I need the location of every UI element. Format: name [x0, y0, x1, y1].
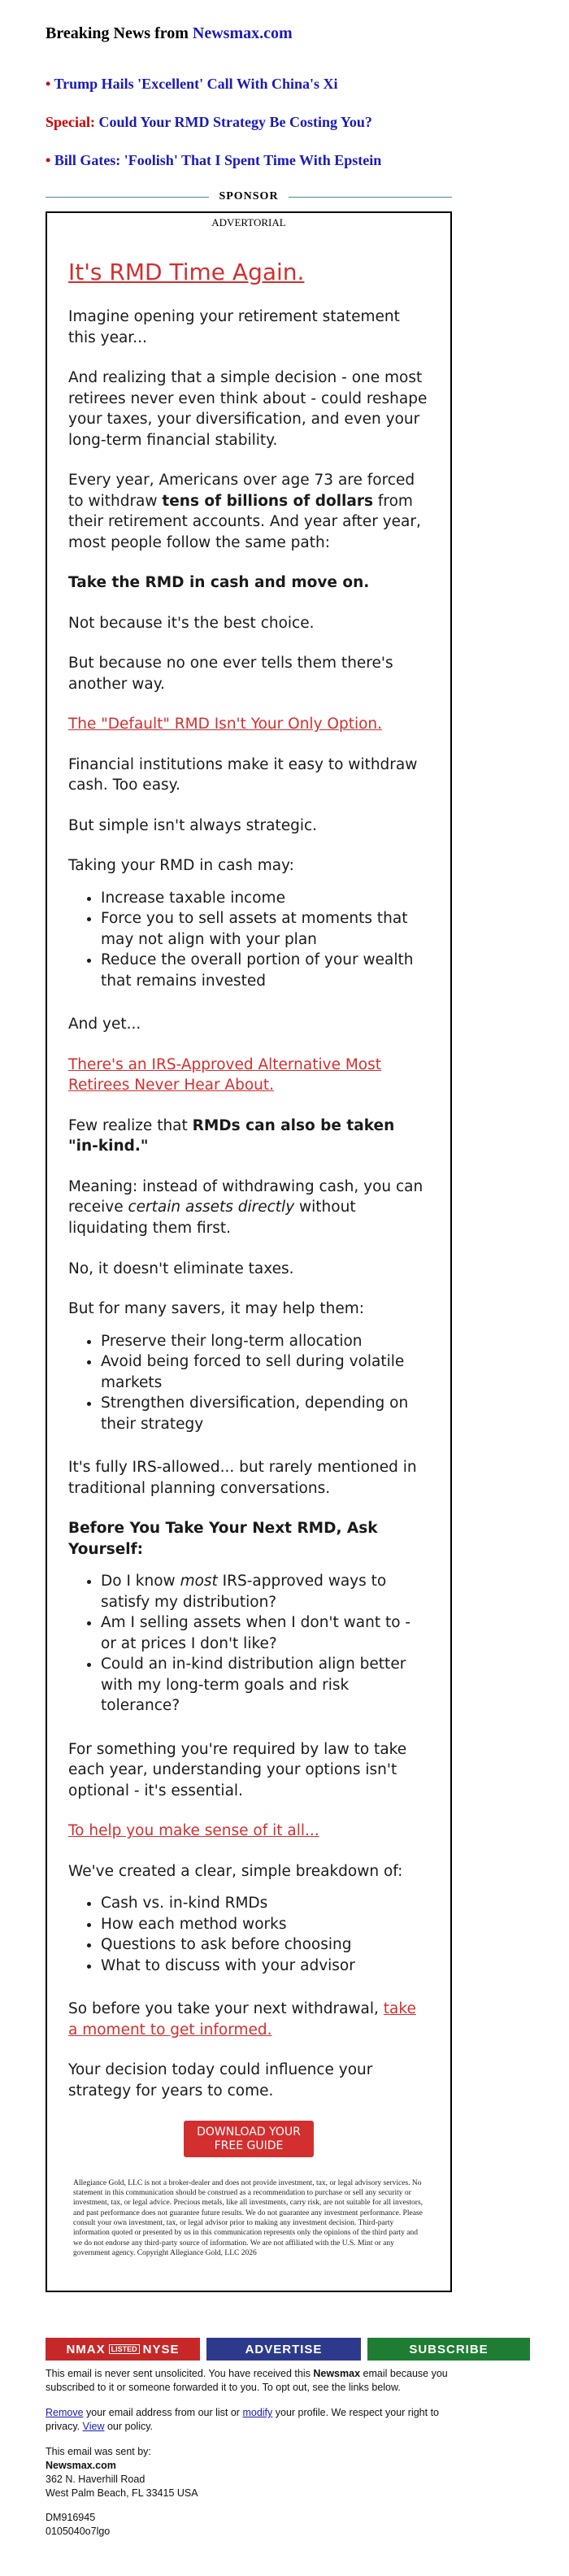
- list-item: • Am I selling assets when I don't want to - or at prices I don't like?: [101, 1612, 429, 1654]
- email-footer: [46, 2367, 452, 2539]
- text-run: your profile. We respect your right to privacy.: [46, 2407, 439, 2433]
- ad-paragraph: Not because it's the best choice.: [68, 614, 315, 632]
- cta-line: FREE GUIDE: [214, 2139, 284, 2152]
- ad-lead: Imagine opening your retirement statement this year...: [68, 308, 400, 346]
- headline-item[interactable]: [46, 114, 569, 131]
- italic-text: certain assets directly: [128, 1199, 295, 1216]
- text-run: Few realize that: [68, 1116, 193, 1134]
- ad-paragraph: [68, 1177, 429, 1239]
- ad-paragraph: Taking your RMD in cash may:: [68, 857, 294, 875]
- subscribe-button[interactable]: SUBSCRIBE: [367, 2338, 530, 2361]
- ad-bold-paragraph: Before You Take Your Next RMD, Ask Yourself:: [68, 1520, 378, 1558]
- text-run: our policy.: [104, 2421, 154, 2433]
- headline-bullet: •: [46, 76, 51, 92]
- bullet-list: [68, 1893, 429, 1976]
- newsletter-header: [0, 0, 569, 169]
- nmax-label: NMAX: [66, 2342, 106, 2356]
- sender-address-line: 362 N. Haverhill Road: [46, 2473, 146, 2485]
- view-policy-link[interactable]: View: [82, 2421, 105, 2433]
- sponsor-divider: [46, 190, 452, 203]
- breaking-brand-link[interactable]: Newsmax.com: [192, 24, 293, 42]
- ad-paragraph: But for many savers, it may help them:: [68, 1300, 365, 1318]
- sent-by-label: This email was sent by:: [46, 2445, 151, 2457]
- get-informed-link[interactable]: take a moment to get informed.: [68, 2000, 416, 2039]
- list-item: • Increase taxable income: [101, 888, 429, 909]
- remove-link[interactable]: Remove: [46, 2407, 84, 2419]
- ad-title-link[interactable]: It's RMD Time Again.: [68, 259, 305, 285]
- bold-text: tens of billions of dollars: [162, 492, 374, 510]
- ad-paragraph: [68, 470, 429, 553]
- footer-notice: [46, 2367, 452, 2395]
- cta-wrapper: [68, 2121, 429, 2156]
- text-run: your email address from our list or: [83, 2407, 243, 2419]
- list-item: • Preserve their long-term allocation: [101, 1331, 429, 1352]
- ad-paragraph: And yet...: [68, 1016, 141, 1033]
- headline-item[interactable]: [46, 76, 569, 93]
- list-item: • What to discuss with your advisor: [101, 1956, 429, 1977]
- ad-section-link[interactable]: There's an IRS-Approved Alternative Most Retirees Never Hear About.: [68, 1055, 382, 1094]
- bullet-list: [68, 888, 429, 992]
- italic-text: most: [180, 1573, 218, 1590]
- cta-line: DOWNLOAD YOUR: [197, 2126, 301, 2139]
- text-run: Meaning: instead of withdrawing cash, you can receive: [68, 1177, 423, 1216]
- list-item: • Could an in-kind distribution align better with my long-term goals and risk tolerance?: [101, 1654, 429, 1717]
- ad-paragraph: Your decision today could influence your strategy for years to come.: [68, 2061, 373, 2100]
- sender-address-line: West Palm Beach, FL 33415 USA: [46, 2487, 198, 2499]
- list-item: • Strengthen diversification, depending on their strategy: [101, 1393, 429, 1434]
- bold-text: RMDs can also be taken "in-kind.": [68, 1116, 395, 1155]
- text-run: Do I know: [101, 1573, 180, 1590]
- ad-section-link[interactable]: To help you make sense of it all...: [68, 1822, 319, 1840]
- tracking-code: DM916945: [46, 2512, 96, 2524]
- sender-info: [46, 2445, 452, 2500]
- text-run: So before you take your next withdrawal,: [68, 2000, 384, 2018]
- bullet-list: [68, 1571, 429, 1717]
- ad-paragraph: [68, 1999, 429, 2040]
- bullet-list: [68, 1331, 429, 1435]
- headline-bullet: •: [46, 152, 51, 168]
- text-run: IRS-approved ways to satisfy my distribution?: [101, 1573, 387, 1611]
- ad-paragraph: It's fully IRS-allowed... but rarely mentioned in traditional planning conversations.: [68, 1459, 417, 1497]
- ad-paragraph: But because no one ever tells them there's another way.: [68, 655, 393, 693]
- advertorial-label: ADVERTORIAL: [211, 216, 286, 228]
- ad-paragraph: But simple isn't always strategic.: [68, 816, 318, 834]
- advertise-button[interactable]: ADVERTISE: [206, 2338, 361, 2361]
- list-item: • Questions to ask before choosing: [101, 1934, 429, 1956]
- headline-text[interactable]: Bill Gates: 'Foolish' That I Spent Time With Epstein: [54, 152, 382, 168]
- list-item: • How each method works: [101, 1914, 429, 1935]
- headline-text[interactable]: Trump Hails 'Excellent' Call With China's Xi: [54, 76, 338, 92]
- nmax-nyse-button[interactable]: [46, 2338, 200, 2361]
- ad-paragraph: We've created a clear, simple breakdown of:: [68, 1862, 403, 1880]
- text-run: Every year, Americans over age 73 are forced to withdraw: [68, 472, 415, 510]
- bold-text: Newsmax: [313, 2368, 361, 2380]
- text-run: without liquidating them first.: [68, 1199, 356, 1237]
- nyse-label: NYSE: [142, 2342, 180, 2356]
- breaking-news-title: [46, 24, 569, 43]
- divider-line: [289, 197, 452, 198]
- list-item: • Reduce the overall portion of your wealth that remains invested: [101, 950, 429, 991]
- ad-paragraph: Financial institutions make it easy to withdraw cash. Too easy.: [68, 755, 418, 794]
- download-guide-button[interactable]: [184, 2121, 314, 2156]
- ad-paragraph: And realizing that a simple decision - one most retirees never even think about - could reshape your taxes, your diversification, and even your long-term financial stability.: [68, 369, 428, 449]
- advertorial-box: [46, 211, 452, 2292]
- ad-bold-paragraph: Take the RMD in cash and move on.: [68, 574, 370, 592]
- divider-line: [46, 197, 209, 198]
- ad-paragraph: For something you're required by law to take each year, understanding your options isn't optional - it's essential.: [68, 1740, 407, 1799]
- headline-item[interactable]: [46, 152, 569, 169]
- list-item: • Avoid being forced to sell during volatile markets: [101, 1351, 429, 1393]
- breaking-prefix: Breaking News from: [46, 24, 193, 42]
- text-run: from their retirement accounts. And year after year, most people follow the same path:: [68, 492, 421, 551]
- advertorial-content: [47, 259, 450, 2157]
- sender-company: Newsmax.com: [46, 2459, 116, 2471]
- list-item: • Cash vs. in-kind RMDs: [101, 1893, 429, 1914]
- ad-section-link[interactable]: The "Default" RMD Isn't Your Only Option.: [68, 716, 383, 733]
- list-item: • Force you to sell assets at moments that may not align with your plan: [101, 908, 429, 950]
- list-item: [101, 1571, 429, 1612]
- footer-links: [46, 2406, 452, 2434]
- tracking-code: 0105040o7lgo: [46, 2526, 111, 2538]
- legal-disclaimer: Allegiance Gold, LLC is not a broker-dealer and does not provide investment, tax, or legal advisory services. No statement in this communication should be construed as a recommendation to purchase or sell any security or investment, tax, or legal advice. Precious metals, like all investments, carry risk, are not suitable for all investors, and past performance does not guarantee future results. We do not guarantee any investment performance. Please consult your own investment, tax, or legal advisor prior to making any investment decision. Third-party information quoted or presented by us in this communication represents only the opinions of the third party and we do not endorse any third-party source of information. We are not affiliated with the U.S. Mint or any government agency. Copyright Allegiance Gold, LLC 2026: [73, 2178, 423, 2258]
- headline-text[interactable]: Could Your RMD Strategy Be Costing You?: [98, 114, 372, 130]
- ad-paragraph: No, it doesn't eliminate taxes.: [68, 1260, 294, 1277]
- text-run: This email is never sent unsolicited. You have received this: [46, 2368, 314, 2380]
- headline-special-prefix: Special:: [46, 114, 95, 130]
- modify-link[interactable]: modify: [242, 2407, 273, 2419]
- tracking-codes: [46, 2511, 452, 2539]
- listed-label: LISTED: [109, 2344, 140, 2354]
- footer-button-bar: [46, 2338, 569, 2361]
- ad-paragraph: [68, 1116, 429, 1157]
- text-run: email because you subscribed to it or someone forwarded it to you. To opt out, see the links below.: [46, 2368, 448, 2394]
- sponsor-label: SPONSOR: [219, 190, 279, 202]
